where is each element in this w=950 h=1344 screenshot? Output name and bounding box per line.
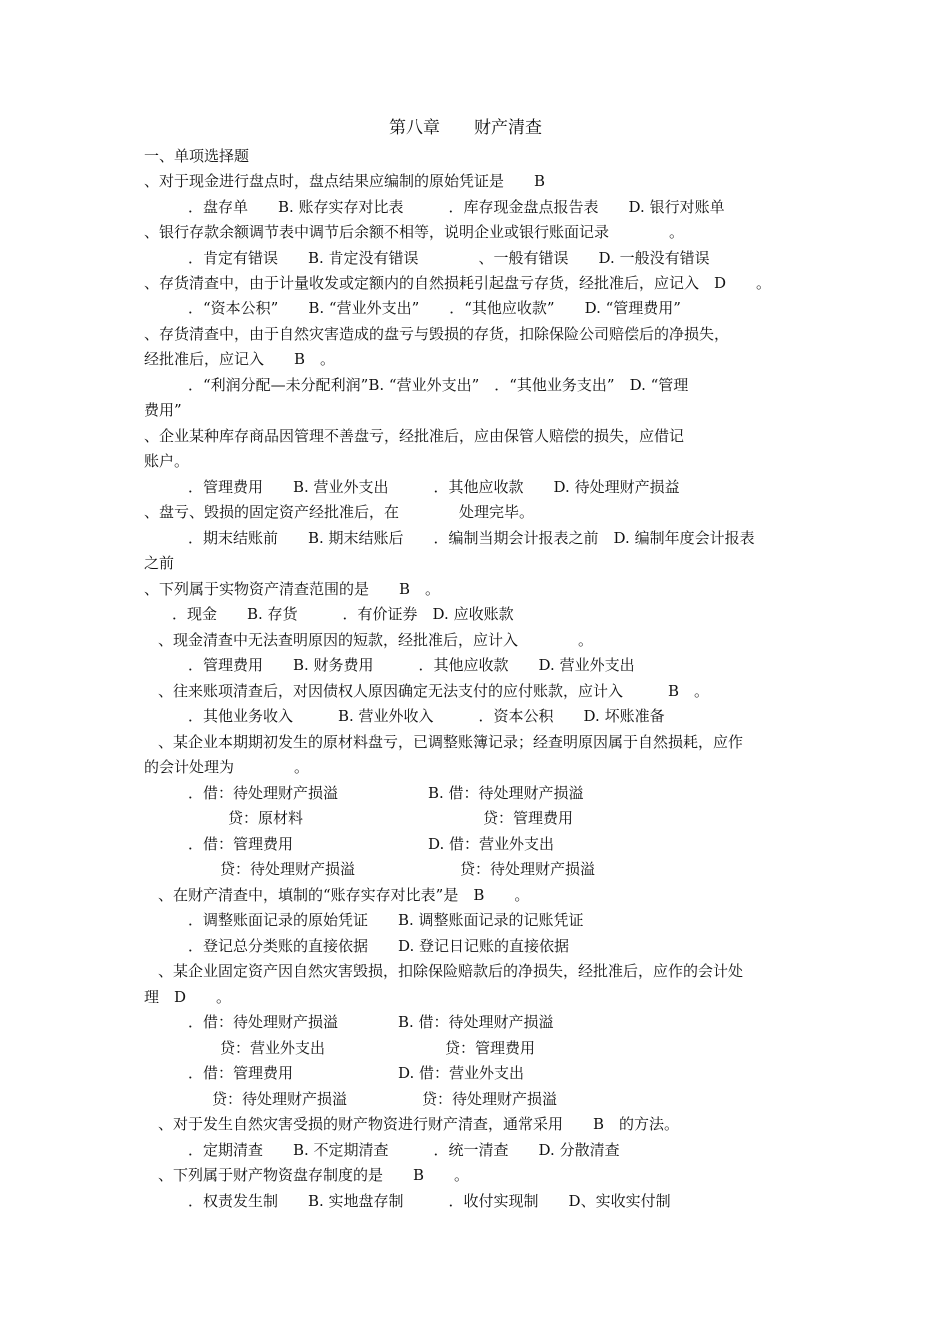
options-9: ．其他业务收入 B. 营业外收入 ．资本公积 D. 坏账准备 [188, 707, 665, 725]
question-13: 、对于发生自然灾害受损的财产物资进行财产清查，通常采用 B 的方法。 [158, 1115, 680, 1133]
question-4-cont: 经批准后，应记入 B 。 [144, 350, 336, 368]
question-12-cont: 理 D 。 [144, 988, 232, 1006]
question-4: 、存货清查中，由于自然灾害造成的盘亏与毁损的存货，扣除保险公司赔偿后的净损失， [144, 325, 730, 343]
section-heading: 一、单项选择题 [144, 147, 250, 165]
question-11: 、在财产清查中，填制的“账存实存对比表”是 B 。 [158, 886, 530, 904]
options-10-a-credit: 贷：原材料 贷：管理费用 [228, 809, 574, 827]
options-6-cont: 之前 [144, 554, 175, 572]
question-7: 、下列属于实物资产清查范围的是 B 。 [144, 580, 441, 598]
chapter-title: 第八章 财产清查 [389, 118, 542, 138]
options-11-a: ．调整账面记录的原始凭证 B. 调整账面记录的记账凭证 [188, 911, 584, 929]
options-1: ．盘存单 B. 账存实存对比表 ．库存现金盘点报告表 D. 银行对账单 [188, 198, 725, 216]
question-14: 、下列属于财产物资盘存制度的是 B 。 [158, 1166, 470, 1184]
question-1: 、对于现金进行盘点时，盘点结果应编制的原始凭证是 B [144, 172, 546, 190]
question-12: 、某企业固定资产因自然灾害毁损，扣除保险赔款后的净损失，经批准后，应作的会计处 [158, 962, 744, 980]
question-3: 、存货清查中，由于计量收发或定额内的自然损耗引起盘亏存货，经批准后，应记入 D 。 [144, 274, 772, 292]
options-10-a: ．借：待处理财产损溢 B. 借：待处理财产损溢 [188, 784, 584, 802]
options-11-c: ．登记总分类账的直接依据 D. 登记日记账的直接依据 [188, 937, 570, 955]
options-7: ．现金 B. 存货 ．有价证券 D. 应收账款 [172, 605, 514, 623]
question-6: 、盘亏、毁损的固定资产经批准后，在 处理完毕。 [144, 503, 535, 521]
question-9: 、往来账项清查后，对因债权人原因确定无法支付的应付账款，应计入 B 。 [158, 682, 710, 700]
options-13: ．定期清查 B. 不定期清查 ．统一清查 D. 分散清查 [188, 1141, 620, 1159]
options-12-c: ．借：管理费用 D. 借：营业外支出 [188, 1064, 525, 1082]
options-3: ．“资本公积” B. “营业外支出” ．“其他应收款” D. “管理费用” [188, 299, 681, 317]
options-5: ．管理费用 B. 营业外支出 ．其他应收款 D. 待处理财产损益 [188, 478, 680, 496]
options-12-a-credit: 贷：营业外支出 贷：管理费用 [220, 1039, 536, 1057]
options-4: ．“利润分配—未分配利润”B. “营业外支出” ．“其他业务支出” D. “管理 [188, 376, 689, 394]
options-2: ．肯定有错误 B. 肯定没有错误 、一般有错误 D. 一般没有错误 [188, 249, 710, 267]
options-10-c: ．借：管理费用 D. 借：营业外支出 [188, 835, 555, 853]
options-14: ．权责发生制 B. 实地盘存制 ．收付实现制 D、实收实付制 [188, 1192, 671, 1210]
question-10: 、某企业本期期初发生的原材料盘亏，已调整账簿记录；经查明原因属于自然损耗，应作 [158, 733, 744, 751]
options-6: ．期末结账前 B. 期末结账后 ．编制当期会计报表之前 D. 编制年度会计报表 [188, 529, 755, 547]
options-12-a: ．借：待处理财产损溢 B. 借：待处理财产损溢 [188, 1013, 554, 1031]
question-5: 、企业某种库存商品因管理不善盘亏，经批准后，应由保管人赔偿的损失，应借记 [144, 427, 685, 445]
options-4-cont: 费用” [144, 401, 182, 419]
question-8: 、现金清查中无法查明原因的短款，经批准后，应计入 。 [158, 631, 594, 649]
question-10-cont: 的会计处理为 。 [144, 758, 310, 776]
question-5-cont: 账户。 [144, 452, 190, 470]
options-12-c-credit: 贷：待处理财产损溢 贷：待处理财产损溢 [212, 1090, 558, 1108]
question-2: 、银行存款余额调节表中调节后余额不相等，说明企业或银行账面记录 。 [144, 223, 685, 241]
options-10-c-credit: 贷：待处理财产损溢 贷：待处理财产损溢 [220, 860, 596, 878]
options-8: ．管理费用 B. 财务费用 ．其他应收款 D. 营业外支出 [188, 656, 635, 674]
